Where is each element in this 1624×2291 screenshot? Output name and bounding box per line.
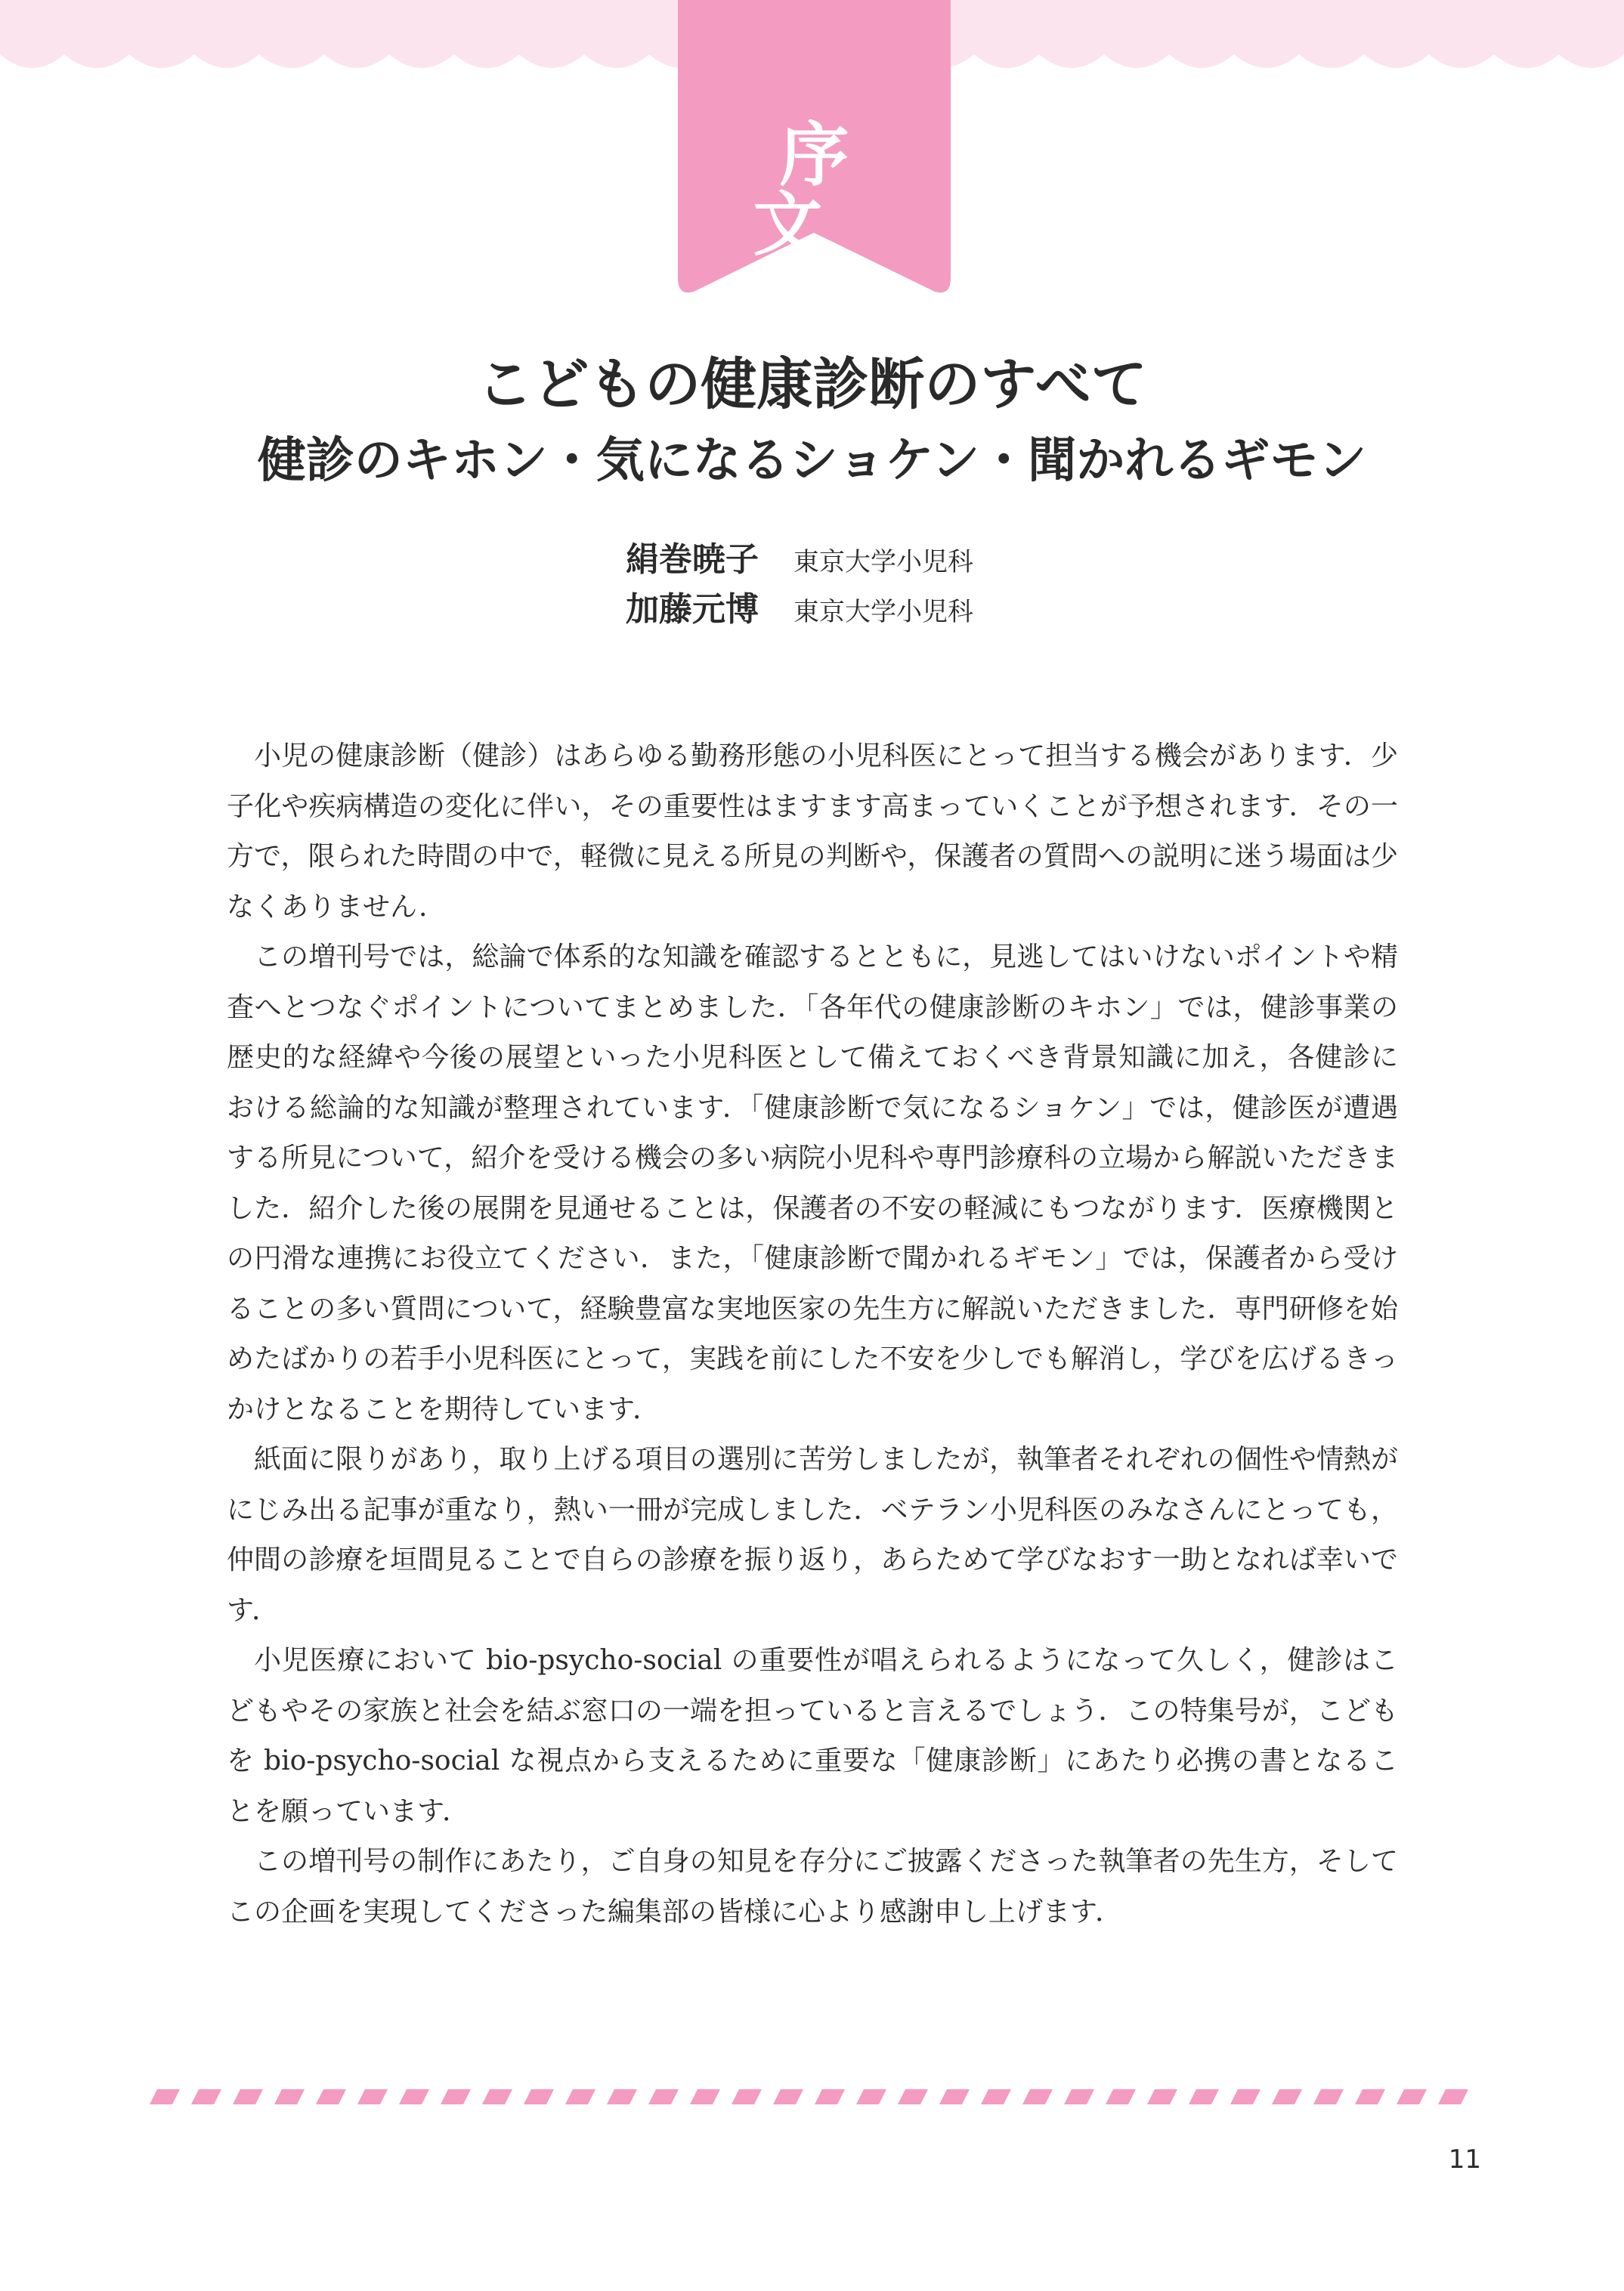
author-name: 加藤元博 — [626, 590, 759, 629]
body-paragraph: 紙面に限りがあり，取り上げる項目の選別に苦労しましたが，執筆者それぞれの個性や情熱がにじみ出る記事が重なり，熱い一冊が完成しました．ベテラン小児科医のみなさんにとっても，仲間の診療を垣間見ることで自らの診療を振り返り，あらためて学びなおす一助となれば幸いです． — [227, 1444, 1398, 1626]
body-paragraph: この増刊号の制作にあたり，ご自身の知見を存分にご披露くださった執筆者の先生方，そしてこの企画を実現してくださった編集部の皆様に心より感謝申し上げます． — [227, 1846, 1398, 1928]
body-paragraph: この増刊号では，総論で体系的な知識を確認するとともに，見逃してはいけないポイントや精査へとつなぐポイントについてまとめました．「各年代の健康診断のキホン」では，健診事業の歴史的な経緯や今後の展望といった小児科医として備えておくべき背景知識に加え，各健診における総論的な知識が整理されています．「健康診断で気になるショケン」では，健診医が遭遇する所見について，紹介を受ける機会の多い病院小児科や専門診療科の立場から解説いただきました．紹介した後の展開を見通せることは，保護者の不安の軽減にもつながります．医療機関との円滑な連携にお役立てください．また，「健康診断で聞かれるギモン」では，保護者から受けることの多い質問について，経験豊富な実地医家の先生方に解説いただきました．専門研修を始めたばかりの若手小児科医にとって，実践を前にした不安を少しでも解消し，学びを広げるきっかけとなることを期待しています． — [227, 941, 1398, 1425]
author-affiliation: 東京大学小児科 — [793, 597, 973, 627]
author-row — [626, 532, 973, 577]
preface-body — [227, 731, 1398, 1937]
section-label: 序文 — [753, 115, 902, 265]
body-paragraph: 小児医療において bio-psycho-social の重要性が唱えられるようになって久しく，健診はこどもやその家族と社会を結ぶ窓口の一端を担っていると言えるでしょう．この特集号が，こどもを bio-psycho-social な視点から支えるために重要な「健康診断」にあたり必携の書となることを願っています． — [227, 1645, 1398, 1827]
page-title: こどもの健康診断のすべて — [477, 352, 1147, 417]
page-subtitle: 健診のキホン・気になるショケン・聞かれるギモン — [257, 433, 1367, 489]
page-number: 11 — [1448, 2144, 1481, 2175]
author-row — [626, 582, 973, 627]
author-affiliation: 東京大学小児科 — [793, 547, 973, 577]
body-paragraph: 小児の健康診断（健診）はあらゆる勤務形態の小児科医にとって担当する機会があります．少子化や疾病構造の変化に伴い，その重要性はますます高まっていくことが予想されます．その一方で，限られた時間の中で，軽微に見える所見の判断や，保護者の質問への説明に迷う場面は少なくありません． — [227, 740, 1398, 923]
stripe-divider — [150, 2089, 1472, 2104]
author-name: 絹巻暁子 — [626, 540, 759, 579]
